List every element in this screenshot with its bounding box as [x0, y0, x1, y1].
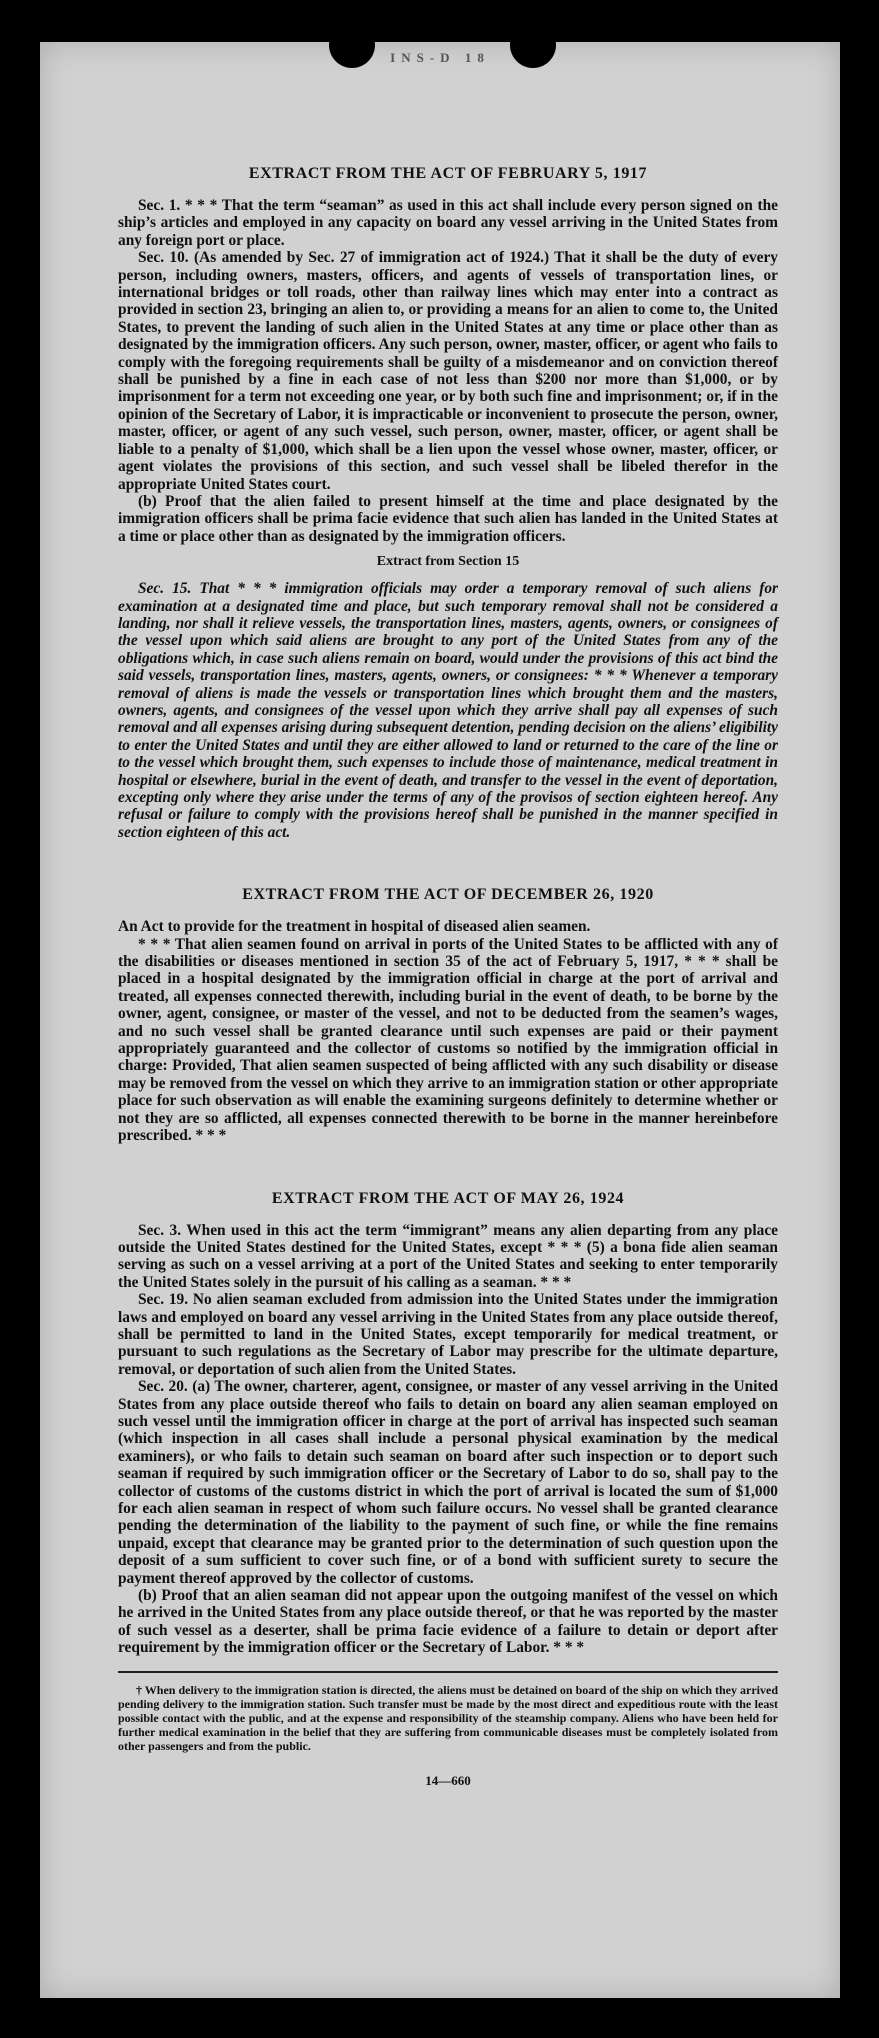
document-page — [40, 42, 840, 1998]
top-mark: INS-D 18 — [390, 50, 490, 65]
paragraph-sec-3: Sec. 3. When used in this act the term “immigrant” means any alien departing from any place outside the United States destined for the United States, except * * * (5) a bona fide alien seaman serving as such on a vessel arriving at a port of the United States and seeking to enter temporarily the United States solely in the pursuit of his calling as a seaman. * * * — [118, 1221, 778, 1291]
paragraph-sec-10: Sec. 10. (As amended by Sec. 27 of immigration act of 1924.) That it shall be the duty of every person, including owners, masters, officers, and agents of vessels of transportation lines, or international bridges or toll roads, other than railway lines which may enter into a contract as provided in section 23, bringing an alien to, or providing a means for an alien to come to, the United States, to prevent the landing of such alien in the United States at any time or place other than as designated by the immigration officers. Any such person, owner, master, officer, or agent who fails to comply with the foregoing requirements shall be guilty of a misdemeanor and on conviction thereof shall be punished by a fine in each case of not less than $200 nor more than $1,000, or by imprisonment for a term not exceeding one year, or by both such fine and imprisonment; or, if in the opinion of the Secretary of Labor, it is impracticable or inconvenient to prosecute the person, owner, master, officer, or agent of any such vessel, such person, owner, master, officer, or agent shall be liable to a penalty of $1,000, which shall be a lien upon the vessel whose owner, master, officer, or agent violates the provisions of this section, and such vessel shall be libeled therefor in the appropriate United States court. — [118, 249, 778, 493]
paragraph-sec-1: Sec. 1. * * * That the term “seaman” as used in this act shall include every person signed on the ship’s articles and employed in any capacity on board any vessel arriving in the United States from any foreign port or place. — [118, 197, 778, 249]
paragraph-sec-10b: (b) Proof that the alien failed to present himself at the time and place designated by the immigration officers shall be prima facie evidence that such alien has landed in the United States at a time or place other than as designated by the immigration officers. — [118, 492, 778, 545]
footnote: † When delivery to the immigration station is directed, the aliens must be detained on board of the ship on which they arrived pending delivery to the immigration station. Such transfer must be made by the most direct and expeditious route with the least possible contact with the public, and at the expense and responsibility of the steamship company. Aliens who have been held for further medical examination in the belief that they are suffering from communicable diseases must be completely isolated from other passengers and from the public. — [118, 1682, 778, 1754]
section-heading-act-1924: EXTRACT FROM THE ACT OF MAY 26, 1924 — [271, 1189, 625, 1207]
section-heading-act-1920: EXTRACT FROM THE ACT OF DECEMBER 26, 1920 — [242, 886, 654, 904]
footnote-divider — [118, 1671, 778, 1673]
section-heading-act-1917: EXTRACT FROM THE ACT OF FEBRUARY 5, 1917 — [248, 165, 648, 182]
document-body — [118, 122, 778, 1789]
paragraph-sec-19: Sec. 19. No alien seaman excluded from admission into the United States under the immigration laws and employed on board any vessel arriving in the United States from any place outside thereof, shall be permitted to land in the United States, except temporarily for medical treatment, or pursuant to such regulations as the Secretary of Labor may prescribe for the ultimate departure, removal, or deportation of such alien from the United States. — [118, 1291, 778, 1378]
paragraph-sec-20a: Sec. 20. (a) The owner, charterer, agent, consignee, or master of any vessel arriving in the United States from any place outside thereof who fails to detain on board any alien seaman employed on such vessel until the immigration officer in charge at the port of arrival has inspected such seaman (which inspection in all cases shall include a personal physical examination by the medical examiners), or who fails to detain such seaman on board after such inspection or to deport such seaman if required by such immigration officer or the Secretary of Labor to do so, shall pay to the collector of customs of the customs district in which the port of arrival is located the sum of $1,000 for each alien seaman in respect of whom such failure occurs. No vessel shall be granted clearance pending the determination of the liability to the payment of such fine, or while the fine remains unpaid, except that clearance may be granted prior to the determination of such question upon the deposit of a sum sufficient to cover such fine, or of a bond with sufficient surety to secure the payment thereof approved by the collector of customs. — [118, 1378, 778, 1587]
paragraph-sec-20b: (b) Proof that an alien seaman did not appear upon the outgoing manifest of the vessel on which he arrived in the United States from any place outside thereof, or that he was reported by the master of such vessel as a deserter, shall be prima facie evidence of a failure to detain or deport after requirement by the immigration officer or the Secretary of Labor. * * * — [118, 1587, 778, 1657]
page-number: 14—660 — [425, 1772, 471, 1788]
subheading-section-15: Extract from Section 15 — [376, 554, 520, 570]
paragraph-diseased-seamen: * * * That alien seamen found on arrival in ports of the United States to be afflicted with any of the disabilities or diseases mentioned in section 35 of the act of February 5, 1917, * * * shall be placed in a hospital designated by the immigration official in charge at the port of arrival and treated, all expenses connected therewith, including burial in the event of death, to be borne by the owner, agent, consignee, or master of the vessel, and not to be deducted from the seamen’s wages, and no such vessel shall be granted clearance until such expenses are paid or their payment appropriately guaranteed and the collector of customs so notified by the immigration official in charge: Provided, That alien seamen suspected of being afflicted with any such disability or disease may be removed from the vessel on which they arrive to an immigration station or other appropriate place for such observation as will enable the examining surgeons definitely to determine whether or not they are so afflicted, all expenses connected therewith to be borne in the manner hereinbefore prescribed. * * * — [118, 935, 778, 1145]
paragraph-act-title: An Act to provide for the treatment in hospital of diseased alien seamen. — [118, 918, 591, 936]
paragraph-sec-15: Sec. 15. That * * * immigration officials may order a temporary removal of such aliens for examination at a designated time and place, but such temporary removal shall not be considered a landing, nor shall it relieve vessels, the transportation lines, masters, agents, owners, or consignees of the vessel upon which said aliens are brought to any port of the United States from any of the obligations which, in case such aliens remain on board, would under the provisions of this act bind the said vessels, transportation lines, masters, agents, owners, or consignees: * * * Whenever a temporary removal of aliens is made the vessels or transportation lines which brought them and the masters, owners, agents, and consignees of the vessel upon which they arrive shall pay all expenses of such removal and all expenses arising during subsequent detention, pending decision on the aliens’ eligibility to enter the United States and until they are either allowed to land or returned to the care of the line or to the vessel which brought them, such expenses to include those of maintenance, medical treatment in hospital or elsewhere, burial in the event of death, and transfer to the vessel in the event of deportation, excepting only where they arise under the terms of any of the provisos of section eighteen hereof. Any refusal or failure to comply with the provisions hereof shall be punished in the manner specified in section eighteen of this act. — [118, 580, 778, 841]
